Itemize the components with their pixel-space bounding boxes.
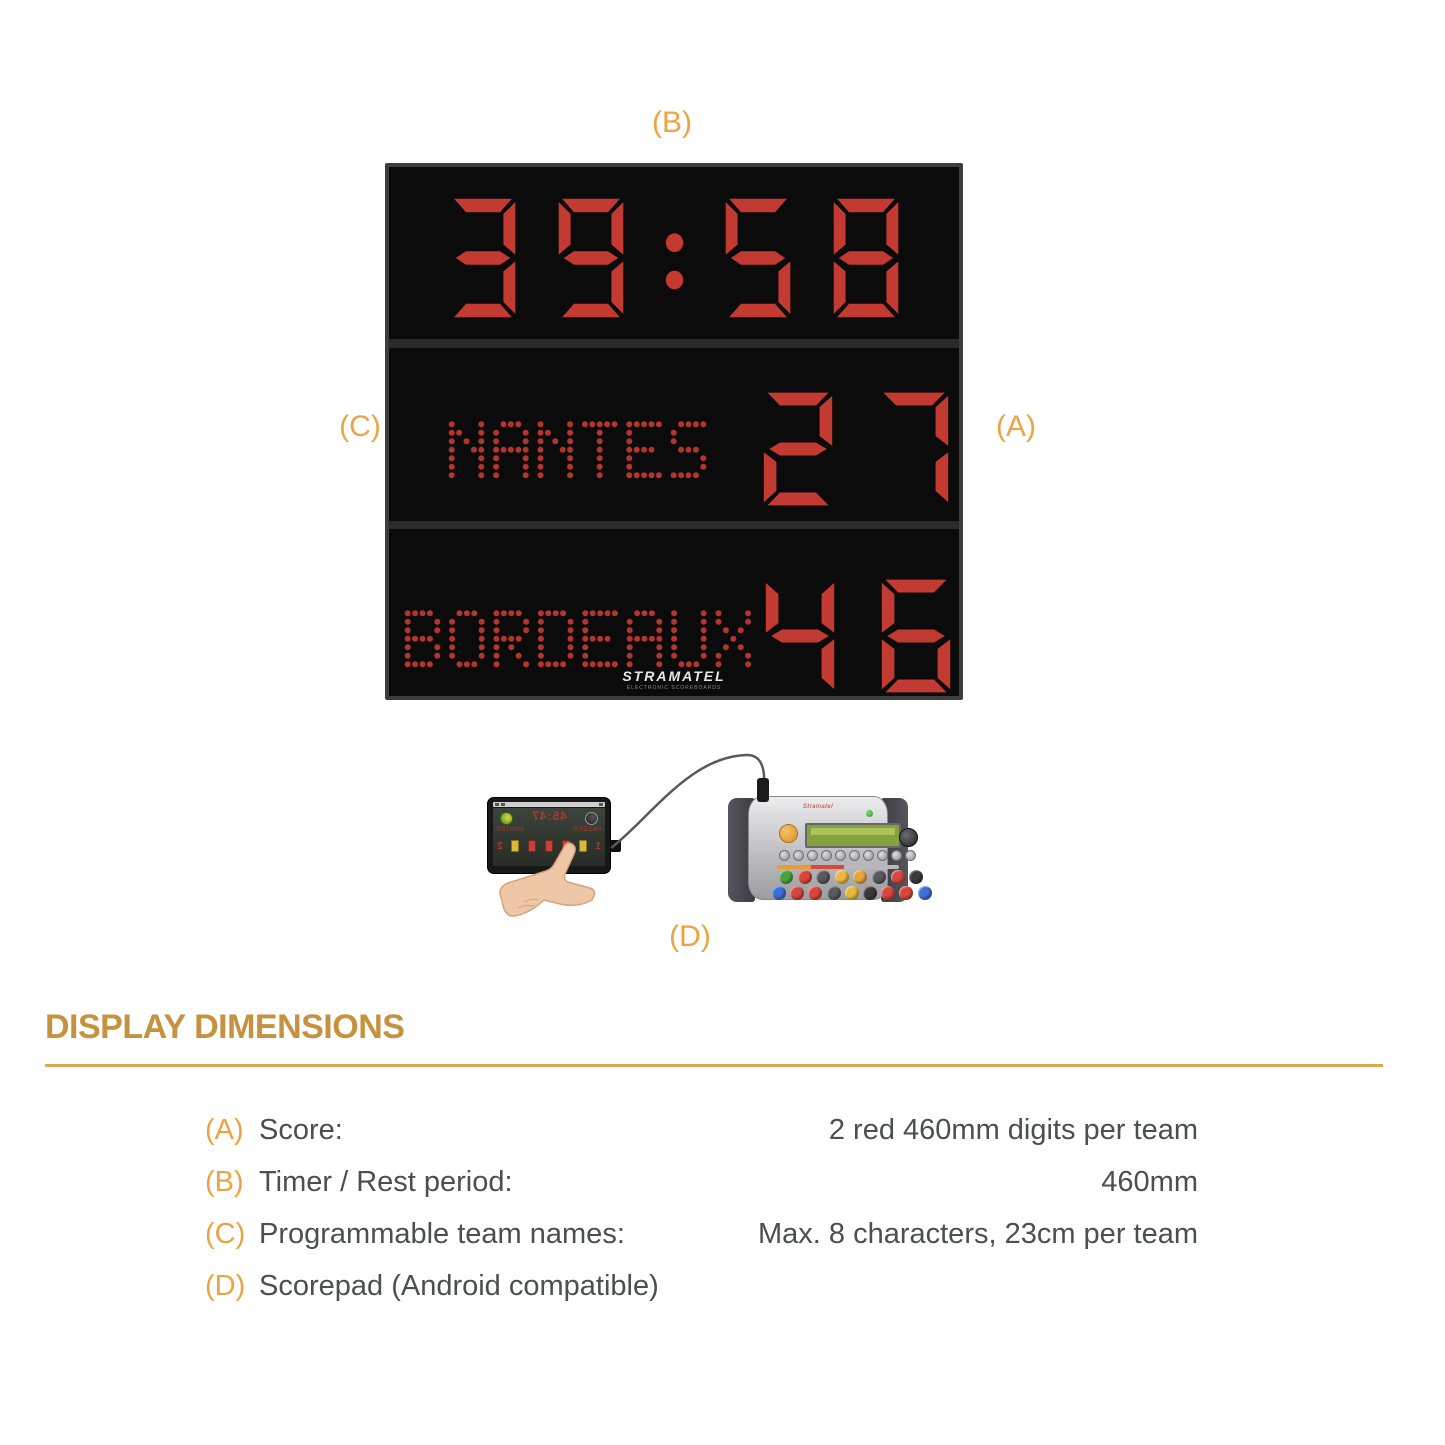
console-key [891, 870, 905, 884]
tablet-status-bar [493, 802, 605, 807]
row-label: Timer / Rest period: [259, 1165, 513, 1198]
console-key [918, 886, 932, 900]
away-team-panel [389, 529, 959, 696]
row-value: Max. 8 characters, 23cm per team [758, 1217, 1198, 1250]
dimension-row [205, 1104, 1198, 1156]
timer-digits [449, 197, 900, 339]
home-team-score [762, 391, 950, 507]
callout-b-timer: (B) [652, 106, 692, 139]
console-key [816, 870, 830, 884]
stramatel-logo [389, 669, 959, 691]
power-led [866, 810, 873, 817]
hand-pointer [494, 840, 614, 920]
console-key [845, 886, 859, 900]
away-team-name [404, 609, 752, 669]
away-fouls: 2 [497, 840, 503, 852]
connection-cable [595, 740, 795, 865]
tablet-screen-timer: 45:47 [531, 809, 567, 823]
console-key [872, 870, 886, 884]
dimension-row [205, 1156, 1198, 1208]
seven-segment-digit [449, 197, 517, 319]
callout-d-scorepad: (D) [669, 920, 711, 953]
row-value: 2 red 460mm digits per team [828, 1113, 1198, 1146]
home-team-panel [389, 348, 959, 521]
home-fouls: 1 [595, 840, 601, 852]
seven-segment-digit [878, 391, 950, 507]
scoreboard-display [385, 163, 963, 700]
console-lcd-display [805, 823, 901, 848]
brand-tagline: ELECTRONIC SCOREBOARDS [626, 685, 722, 691]
console-key [853, 870, 867, 884]
section-divider [45, 1064, 1383, 1067]
dimensions-list [205, 1104, 1198, 1312]
seven-segment-digit [557, 197, 625, 319]
console-key [798, 870, 812, 884]
row-label: Scorepad (Android compatible) [259, 1269, 659, 1302]
dot-matrix-text [404, 609, 752, 669]
row-key: (D) [205, 1269, 246, 1302]
callout-c-team-names: (C) [339, 410, 381, 443]
row-value: 460mm [1101, 1165, 1198, 1198]
console-brand-mark: Stramatel [802, 804, 834, 810]
row-key: (C) [205, 1217, 246, 1250]
console-dark-button [899, 828, 918, 847]
tablet-home-name: NANTES [496, 827, 524, 833]
seven-segment-digit [724, 197, 792, 319]
colon-dots [665, 197, 684, 319]
seven-segment-digit [762, 391, 834, 507]
dot-matrix-text [448, 420, 707, 480]
console-key [779, 870, 793, 884]
row-key: (B) [205, 1165, 244, 1198]
dimension-row [205, 1208, 1198, 1260]
row-key: (A) [205, 1113, 244, 1146]
callout-a-score: (A) [996, 410, 1036, 443]
home-team-name [448, 420, 707, 480]
console-small-keys [779, 850, 916, 861]
console-color-stripe [777, 865, 899, 869]
console-key [863, 886, 877, 900]
timer-panel [389, 167, 959, 339]
console-key [808, 886, 822, 900]
console-key [790, 886, 804, 900]
section-title: DISPLAY DIMENSIONS [45, 1008, 405, 1046]
dimension-row [205, 1260, 1198, 1312]
brand-name: STRAMATEL [622, 668, 726, 684]
console-key [827, 886, 841, 900]
home-club-badge [500, 812, 513, 825]
seven-segment-digit [832, 197, 900, 319]
console-key [835, 870, 849, 884]
console-key [772, 886, 786, 900]
console-key [899, 886, 913, 900]
row-label: Score: [259, 1113, 343, 1146]
console-key [909, 870, 923, 884]
tablet-away-name: ANGERS [573, 827, 602, 833]
row-label: Programmable team names: [259, 1217, 625, 1250]
